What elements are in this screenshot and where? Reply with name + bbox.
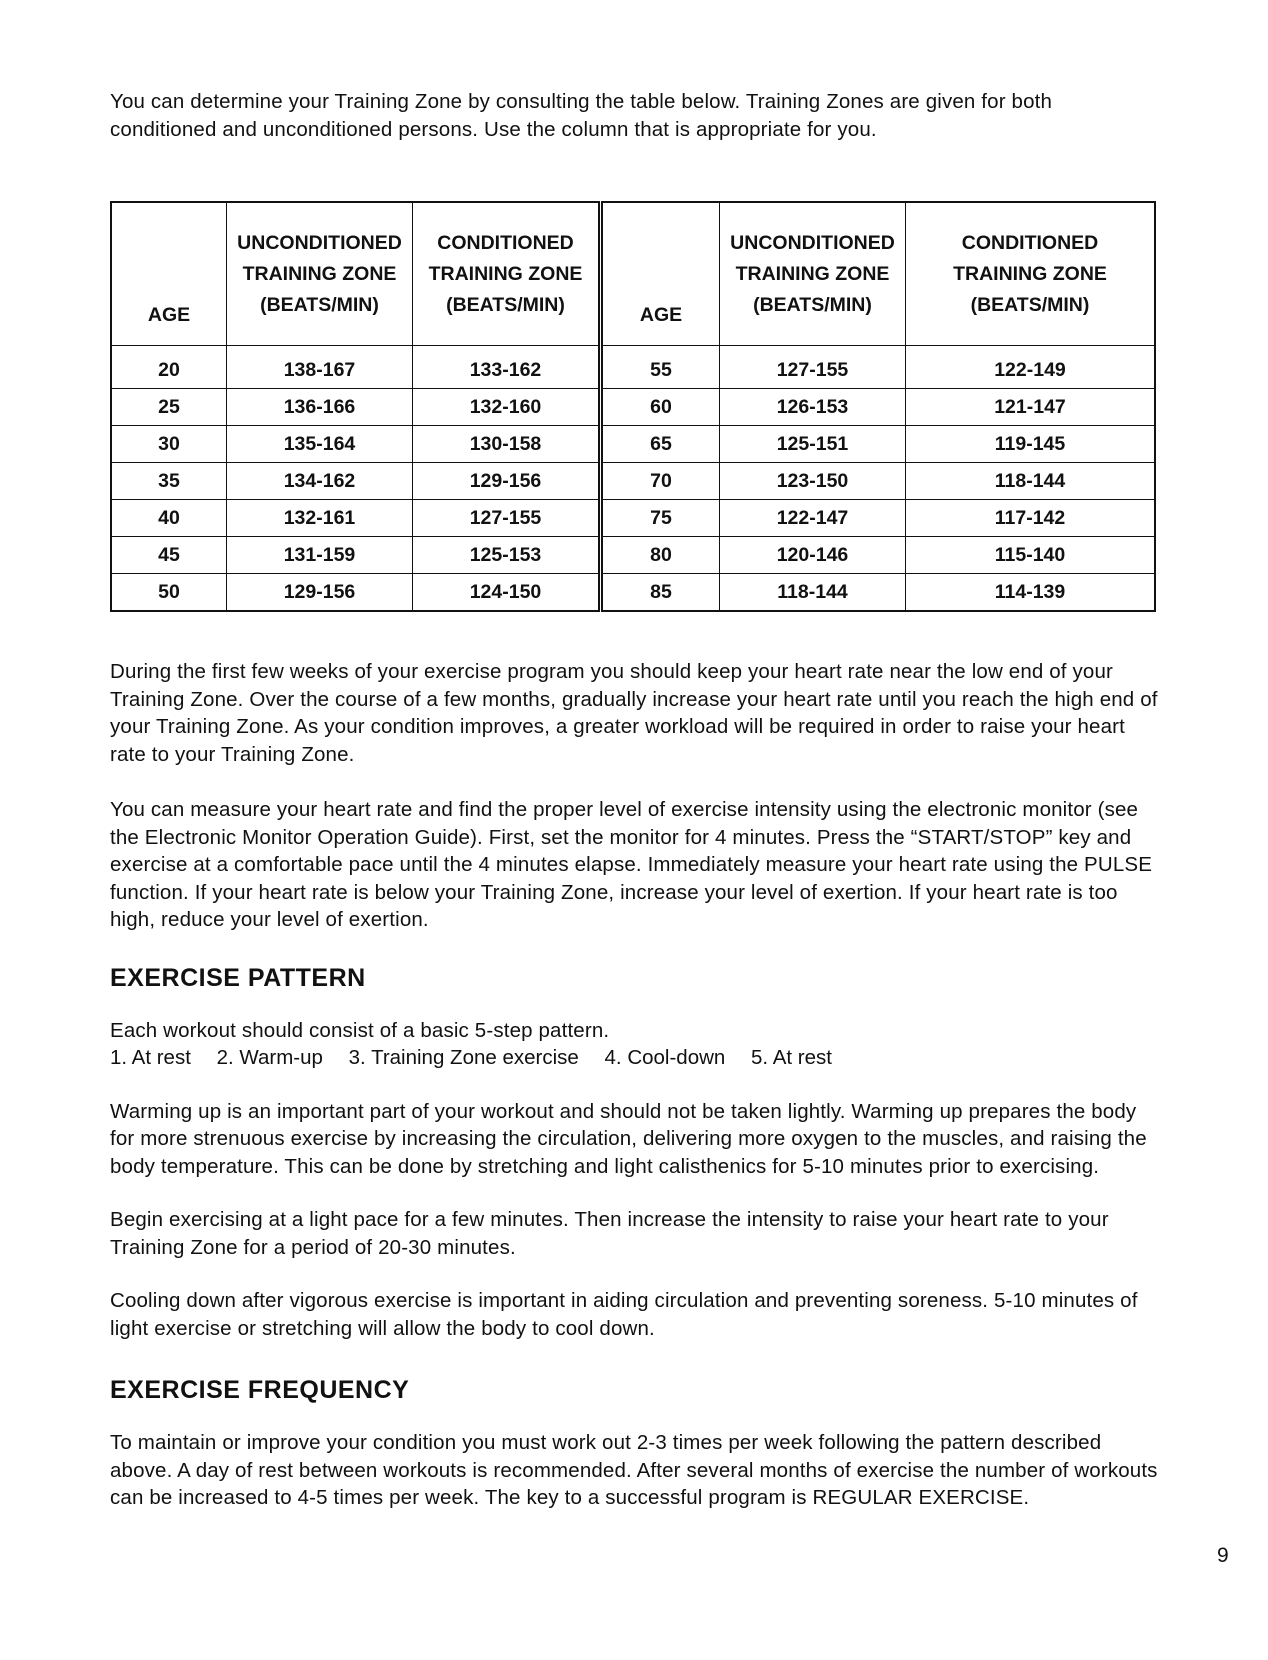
exercise-pattern-heading: EXERCISE PATTERN (110, 963, 366, 992)
manual-page (110, 88, 1160, 1512)
age-cell: 40 (111, 500, 227, 537)
table-row (111, 500, 1155, 537)
age-cell: 70 (601, 463, 720, 500)
unconditioned-zone-cell: 131-159 (227, 537, 413, 574)
unconditioned-zone-cell: 129-156 (227, 574, 413, 612)
age-cell: 80 (601, 537, 720, 574)
measure-paragraph: You can measure your heart rate and find the proper level of exercise intensity using the electronic monitor (see the Electronic Monitor Operation Guide). First, set the monitor for 4 minutes. Press the “START/STOP” key and exercise at a comfortable pace until the 4 minutes elapse. Immediately measure your heart rate using the PULSE function. If your heart rate is below your Training Zone, increase your level of exertion. If your heart rate is too high, reduce your level of exertion. (110, 798, 1153, 931)
conditioned-zone-cell: 114-139 (906, 574, 1156, 612)
conditioned-zone-cell: 117-142 (906, 500, 1156, 537)
conditioned-zone-cell: 125-153 (413, 537, 601, 574)
cooldown-paragraph: Cooling down after vigorous exercise is important in aiding circulation and preventing soreness. 5-10 minutes of light exercise or stretching will allow the body to cool down. (110, 1289, 1138, 1340)
conditioned-zone-cell: 118-144 (906, 463, 1156, 500)
step-item: 1. At rest (110, 1046, 191, 1069)
unconditioned-zone-cell: 118-144 (720, 574, 906, 612)
step-item: 3. Training Zone exercise (348, 1046, 579, 1069)
conditioned-zone-cell: 119-145 (906, 426, 1156, 463)
exercise-frequency-heading: EXERCISE FREQUENCY (110, 1376, 410, 1404)
conditioned-header-right: CONDITIONED TRAINING ZONE (BEATS/MIN) (906, 202, 1156, 346)
training-zone-table (110, 201, 1156, 612)
step-item: 2. Warm-up (216, 1046, 323, 1069)
age-cell: 50 (111, 574, 227, 612)
conditioned-zone-cell: 130-158 (413, 426, 601, 463)
unconditioned-zone-cell: 132-161 (227, 500, 413, 537)
table-row (111, 389, 1155, 426)
age-cell: 35 (111, 463, 227, 500)
conditioned-zone-cell: 127-155 (413, 500, 601, 537)
page-number: 9 (1217, 1544, 1229, 1567)
age-cell: 20 (111, 346, 227, 389)
table-row (111, 463, 1155, 500)
frequency-paragraph: To maintain or improve your condition you must work out 2-3 times per week following the pattern described above. A day of rest between workouts is recommended. After several months of exercise the number of workouts can be increased to 4-5 times per week. The key to a successful program is REGULAR EXERCISE. (110, 1431, 1158, 1509)
unconditioned-zone-cell: 125-151 (720, 426, 906, 463)
table-header-row (111, 202, 1155, 346)
unconditioned-zone-cell: 136-166 (227, 389, 413, 426)
unconditioned-header-right: UNCONDITIONED TRAINING ZONE (BEATS/MIN) (720, 202, 906, 346)
warmup-paragraph: Warming up is an important part of your workout and should not be taken lightly. Warming up prepares the body for more strenuous exercise by increasing the circulation, delivering more oxygen to the muscles, and raising the body temperature. This can be done by stretching and light calisthenics for 5-10 minutes prior to exercising. (110, 1099, 1147, 1178)
unconditioned-zone-cell: 138-167 (227, 346, 413, 389)
conditioned-zone-cell: 133-162 (413, 346, 601, 389)
conditioned-zone-cell: 124-150 (413, 574, 601, 612)
intro-paragraph: You can determine your Training Zone by consulting the table below. Training Zones are given for both conditioned and unconditioned persons. Use the column that is appropriate for you. (110, 90, 1053, 141)
age-cell: 65 (601, 426, 720, 463)
unconditioned-header-left: UNCONDITIONED TRAINING ZONE (BEATS/MIN) (227, 202, 413, 346)
age-header-left: AGE (111, 202, 227, 346)
age-cell: 75 (601, 500, 720, 537)
conditioned-zone-cell: 132-160 (413, 389, 601, 426)
age-cell: 30 (111, 426, 227, 463)
step-list (110, 1044, 1160, 1072)
age-cell: 25 (111, 389, 227, 426)
conditioned-header-left: CONDITIONED TRAINING ZONE (BEATS/MIN) (413, 202, 601, 346)
age-cell: 55 (601, 346, 720, 389)
table-row (111, 346, 1155, 389)
unconditioned-zone-cell: 126-153 (720, 389, 906, 426)
conditioned-zone-cell: 115-140 (906, 537, 1156, 574)
unconditioned-zone-cell: 135-164 (227, 426, 413, 463)
step-item: 5. At rest (751, 1046, 832, 1069)
step-item: 4. Cool-down (604, 1046, 726, 1069)
age-cell: 45 (111, 537, 227, 574)
unconditioned-zone-cell: 122-147 (720, 500, 906, 537)
conditioned-zone-cell: 122-149 (906, 346, 1156, 389)
heart-rate-paragraph: During the first few weeks of your exercise program you should keep your heart rate near the low end of your Training Zone. Over the course of a few months, gradually increase your heart rate until you reach the high end of your Training Zone. As your condition improves, a greater workload will be required in order to raise your heart rate to your Training Zone. (110, 660, 1158, 766)
conditioned-zone-cell: 129-156 (413, 463, 601, 500)
pattern-intro: Each workout should consist of a basic 5-step pattern. (110, 1018, 610, 1042)
unconditioned-zone-cell: 120-146 (720, 537, 906, 574)
age-cell: 60 (601, 389, 720, 426)
unconditioned-zone-cell: 123-150 (720, 463, 906, 500)
conditioned-zone-cell: 121-147 (906, 389, 1156, 426)
age-cell: 85 (601, 574, 720, 612)
table-row (111, 426, 1155, 463)
age-header-right: AGE (601, 202, 720, 346)
unconditioned-zone-cell: 134-162 (227, 463, 413, 500)
unconditioned-zone-cell: 127-155 (720, 346, 906, 389)
table-row (111, 537, 1155, 574)
table-row (111, 574, 1155, 612)
begin-paragraph: Begin exercising at a light pace for a few minutes. Then increase the intensity to raise your heart rate to your Training Zone for a period of 20-30 minutes. (110, 1208, 1109, 1259)
